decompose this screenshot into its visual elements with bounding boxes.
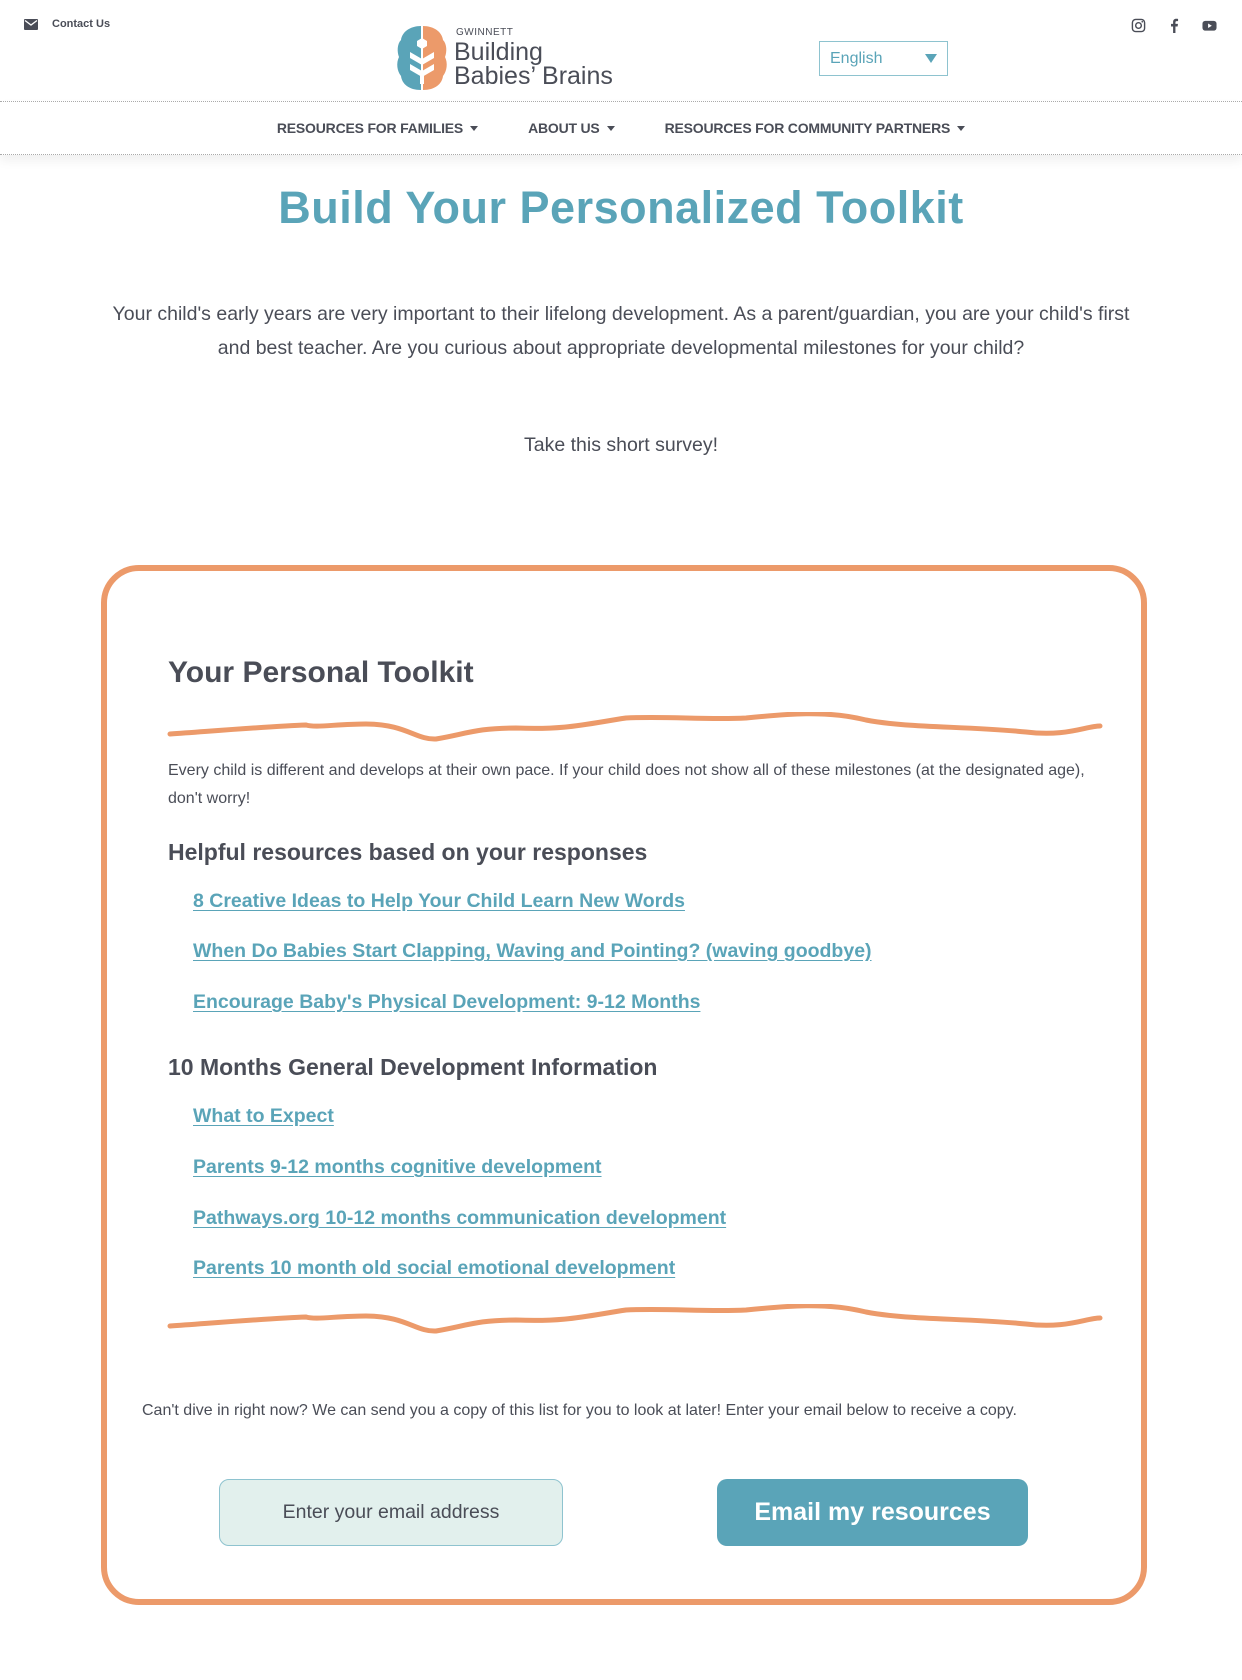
resource-link[interactable]: 8 Creative Ideas to Help Your Child Learn New Words — [193, 890, 685, 912]
main-nav — [0, 101, 1242, 155]
nav-resources-for-families[interactable] — [277, 120, 478, 136]
youtube-icon — [1202, 18, 1217, 33]
caret-down-icon — [925, 54, 937, 63]
section-heading-helpful-resources: Helpful resources based on your responses — [168, 839, 648, 865]
nav-about-us[interactable] — [528, 120, 615, 136]
facebook-link[interactable] — [1165, 16, 1183, 34]
email-input[interactable] — [219, 1479, 563, 1546]
page-title: Build Your Personalized Toolkit — [278, 182, 964, 233]
logo-small-text: GWINNETT — [456, 27, 514, 38]
language-selected: English — [830, 49, 883, 67]
toolkit-note: Every child is different and develops at their own pace. If your child does not show all of these milestones (at the designated age), don't worry! — [168, 762, 1085, 807]
logo-line-2: Babies’ Brains — [454, 62, 613, 90]
section-heading-general-development: 10 Months General Development Information — [168, 1054, 658, 1080]
envelope-icon — [24, 19, 38, 30]
resource-link[interactable]: What to Expect — [193, 1105, 334, 1127]
site-logo[interactable] — [396, 24, 613, 92]
resource-link[interactable]: Parents 9-12 months cognitive development — [193, 1156, 602, 1178]
facebook-icon — [1167, 18, 1182, 33]
instagram-link[interactable] — [1129, 16, 1147, 34]
caret-down-icon — [470, 126, 478, 131]
instagram-icon — [1131, 18, 1146, 33]
squiggle-divider — [166, 712, 1104, 742]
contact-us-link[interactable] — [24, 18, 110, 30]
intro-text: Your child's early years are very important to their lifelong development. As a parent/guardian, you are your child's first and best teacher. Are you curious about appropriate developmental milestones for your child? — [112, 303, 1130, 359]
nav-label: RESOURCES FOR COMMUNITY PARTNERS — [664, 120, 951, 136]
nav-label: RESOURCES FOR FAMILIES — [276, 120, 464, 136]
caret-down-icon — [607, 126, 615, 131]
survey-prompt: Take this short survey! — [524, 434, 718, 456]
resource-link[interactable]: Pathways.org 10-12 months communication development — [193, 1207, 727, 1229]
contact-us-label: Contact Us — [52, 18, 111, 30]
resource-link[interactable]: Encourage Baby's Physical Development: 9-12 Months — [193, 991, 701, 1013]
email-my-resources-button[interactable]: Email my resources — [717, 1479, 1028, 1546]
squiggle-divider — [166, 1304, 1104, 1334]
top-bar — [0, 0, 1242, 101]
caret-down-icon — [957, 126, 965, 131]
youtube-link[interactable] — [1200, 16, 1218, 34]
brain-logo-icon — [396, 24, 448, 92]
email-later-prompt: Can't dive in right now? We can send you a copy of this list for you to look at later! Enter your email below to receive a copy. — [142, 1402, 1017, 1419]
nav-label: ABOUT US — [528, 120, 600, 136]
nav-resources-for-community-partners[interactable] — [665, 120, 966, 136]
toolkit-title: Your Personal Toolkit — [168, 656, 474, 689]
language-select[interactable] — [819, 41, 948, 76]
logo-line-1: Building — [454, 38, 543, 66]
resource-link[interactable]: Parents 10 month old social emotional development — [193, 1257, 676, 1279]
resource-link[interactable]: When Do Babies Start Clapping, Waving and Pointing? (waving goodbye) — [193, 940, 872, 962]
